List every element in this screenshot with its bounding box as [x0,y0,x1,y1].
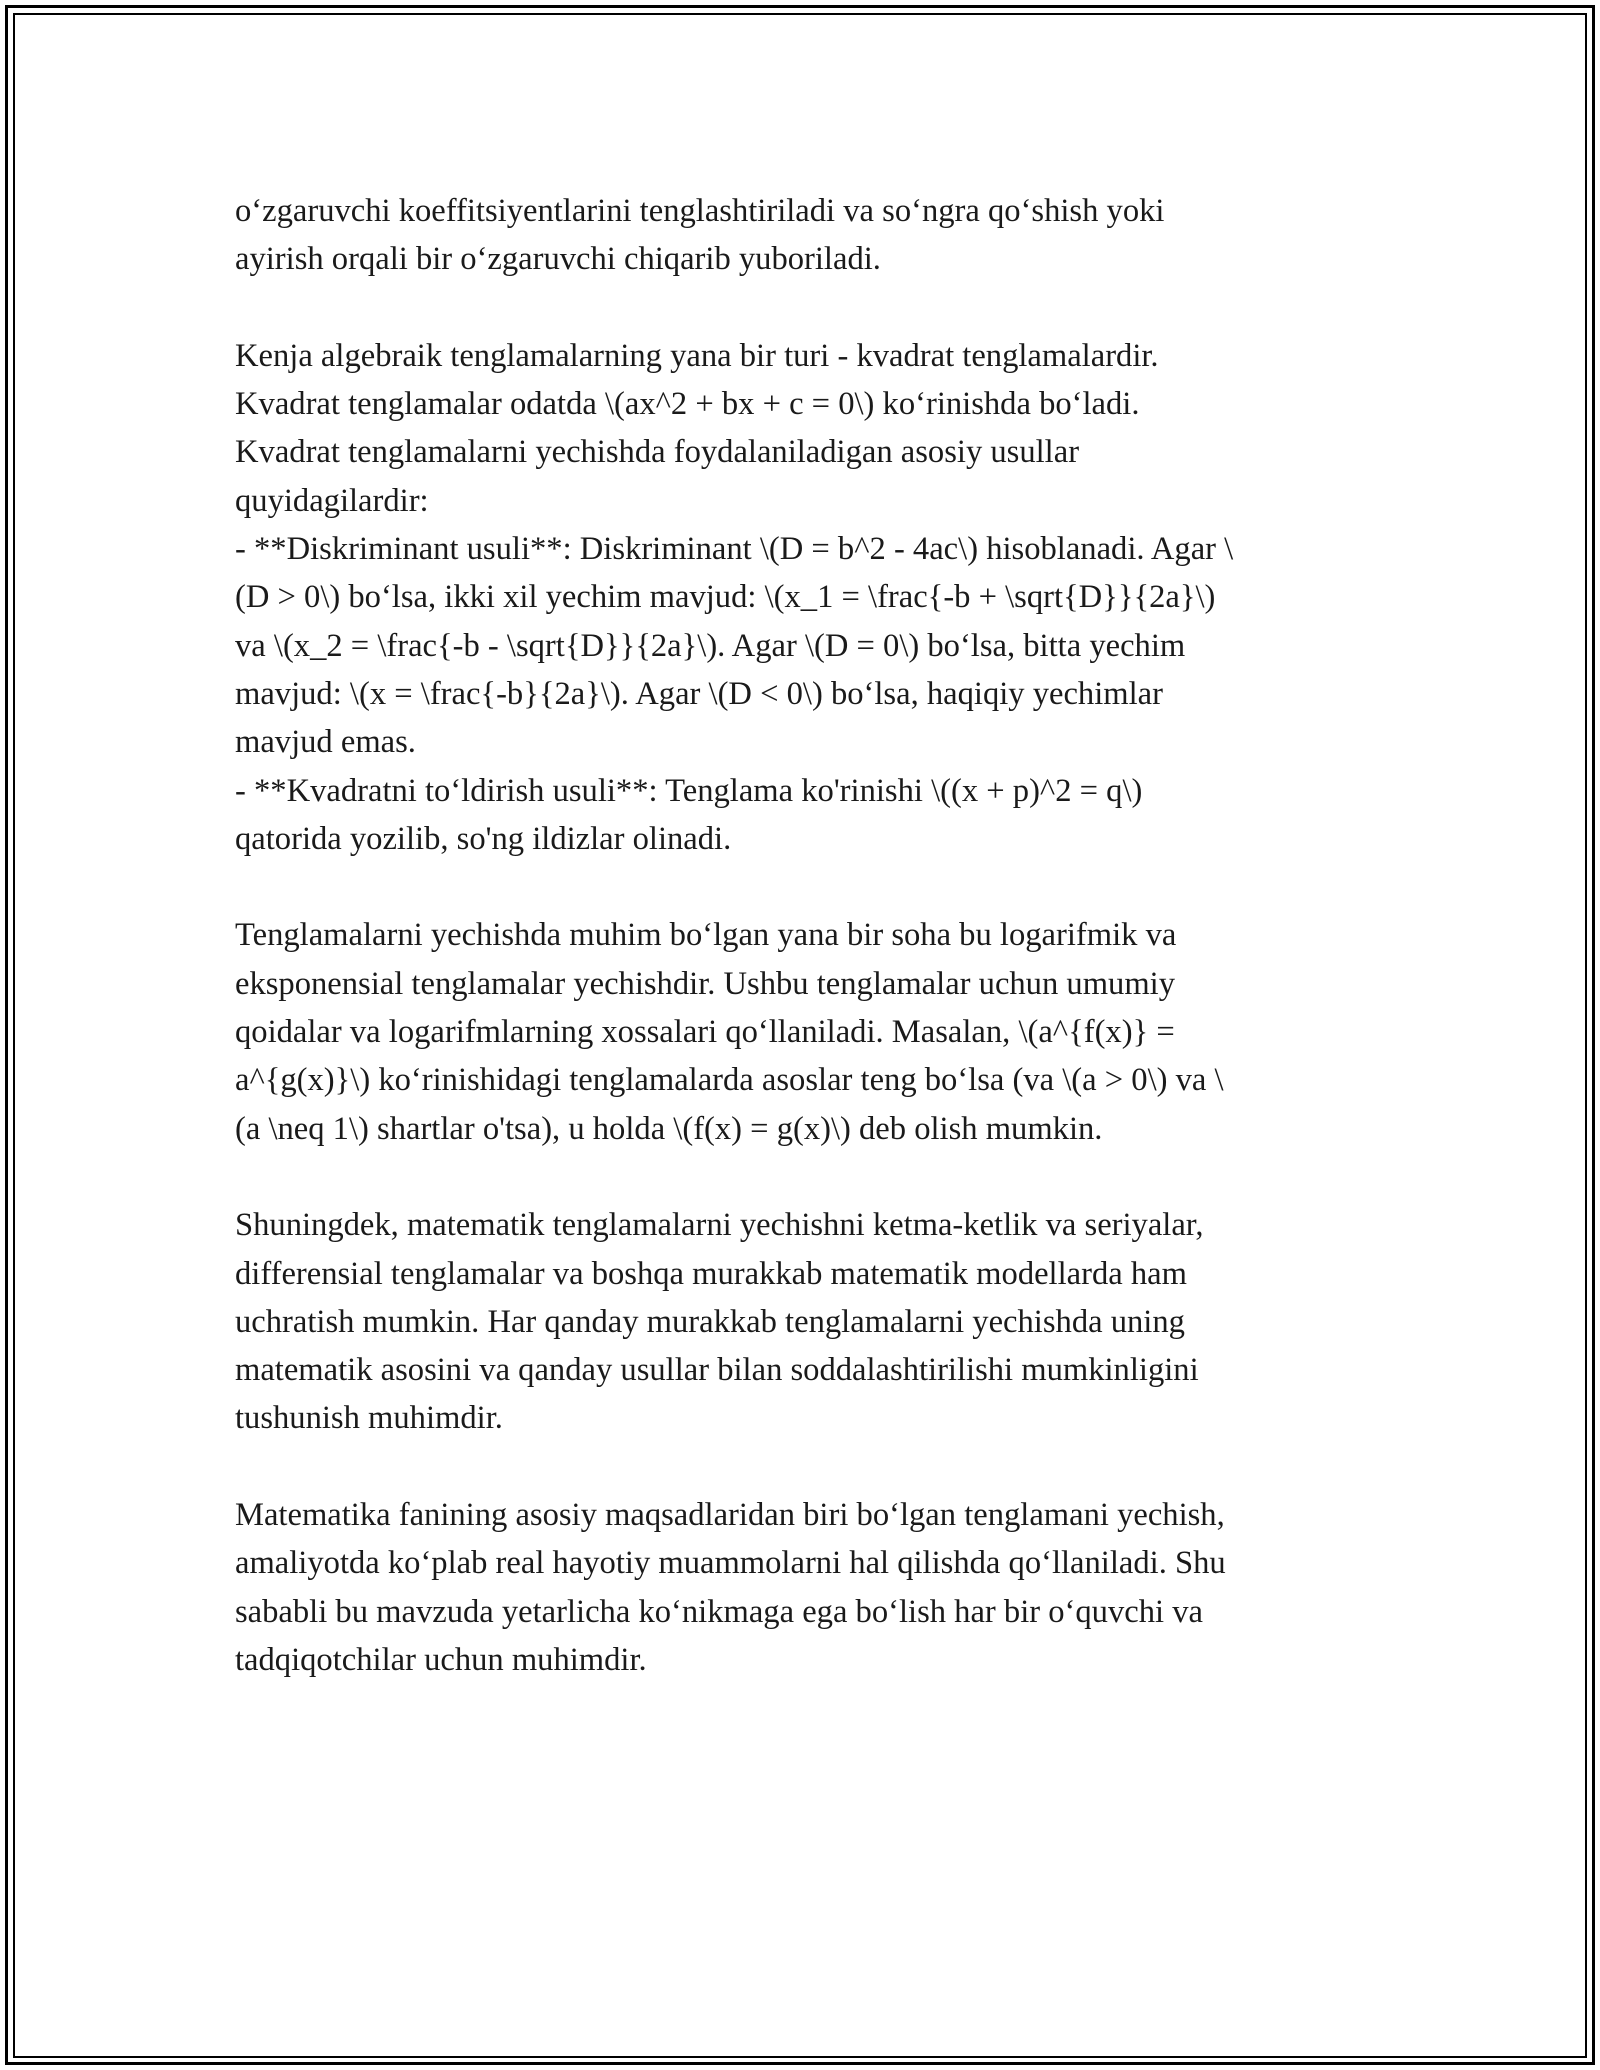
paragraph-advanced-models [235,1201,1385,1442]
text-line: differensial tenglamalar va boshqa murakkab matematik modellarda ham [235,1255,1187,1292]
text-line: Tenglamalarni yechishda muhim bo‘lgan yana bir soha bu logarifmik va [235,917,1177,954]
text-line: - **Diskriminant usuli**: Diskriminant \(D = b^2 - 4ac\) hisoblanadi. Agar \ [235,531,1234,568]
text-line: mavjud: \(x = \frac{-b}{2a}\). Agar \(D < 0\) bo‘lsa, haqiqiy yechimlar [235,675,1163,712]
text-line: o‘zgaruvchi koeffitsiyentlarini tenglashtiriladi va so‘ngra qo‘shish yoki [235,193,1165,229]
paragraph-conclusion [235,1491,1385,1684]
text-line: Shuningdek, matematik tenglamalarni yechishni ketma-ketlik va seriyalar, [235,1207,1204,1244]
text-line: - **Kvadratni to‘ldirish usuli**: Tenglama ko'rinishi \((x + p)^2 = q\) [235,772,1143,809]
text-line: ayirish orqali bir o‘zgaruvchi chiqarib yuboriladi. [235,241,881,278]
text-line: Matematika fanining asosiy maqsadlaridan biri bo‘lgan tenglamani yechish, [235,1497,1225,1534]
text-line: Kvadrat tenglamalarni yechishda foydalaniladigan asosiy usullar [235,434,1080,471]
text-line: amaliyotda ko‘plab real hayotiy muammolarni hal qilishda qo‘llaniladi. Shu [235,1545,1226,1582]
paragraph-quadratic-equations [235,332,1385,863]
text-line: a^{g(x)}\) ko‘rinishidagi tenglamalarda asoslar teng bo‘lsa (va \(a > 0\) va \ [235,1062,1224,1099]
document-body [235,187,1385,1733]
text-line: qatorida yozilib, so'ng ildizlar olinadi. [235,820,732,857]
paragraph-logarithmic-equations [235,911,1385,1152]
text-line: tadqiqotchilar uchun muhimdir. [235,1641,647,1678]
text-line: (a \neq 1\) shartlar o'tsa), u holda \(f(x) = g(x)\) deb olish mumkin. [235,1110,1103,1147]
text-line: Kenja algebraik tenglamalarning yana bir turi - kvadrat tenglamalardir. [235,337,1159,374]
text-line: sababli bu mavzuda yetarlicha ko‘nikmaga ega bo‘lish har bir o‘quvchi va [235,1593,1203,1630]
text-line: quyidagilardir: [235,482,429,519]
text-line: eksponensial tenglamalar yechishdir. Ushbu tenglamalar uchun umumiy [235,965,1176,1002]
text-line: (D > 0\) bo‘lsa, ikki xil yechim mavjud: \(x_1 = \frac{-b + \sqrt{D}}{2a}\) [235,579,1216,616]
text-line: uchratish mumkin. Har qanday murakkab tenglamalarni yechishda uning [235,1303,1185,1340]
text-line: va \(x_2 = \frac{-b - \sqrt{D}}{2a}\). Agar \(D = 0\) bo‘lsa, bitta yechim [235,627,1186,664]
text-line: Kvadrat tenglamalar odatda \(ax^2 + bx + c = 0\) ko‘rinishda bo‘ladi. [235,386,1140,423]
text-line: mavjud emas. [235,724,416,761]
text-line: qoidalar va logarifmlarning xossalari qo‘llaniladi. Masalan, \(a^{f(x)} = [235,1014,1175,1051]
text-line: tushunish muhimdir. [235,1400,503,1437]
text-line: matematik asosini va qanday usullar bilan soddalashtirilishi mumkinligini [235,1352,1199,1389]
paragraph-elimination-method [235,187,1385,284]
